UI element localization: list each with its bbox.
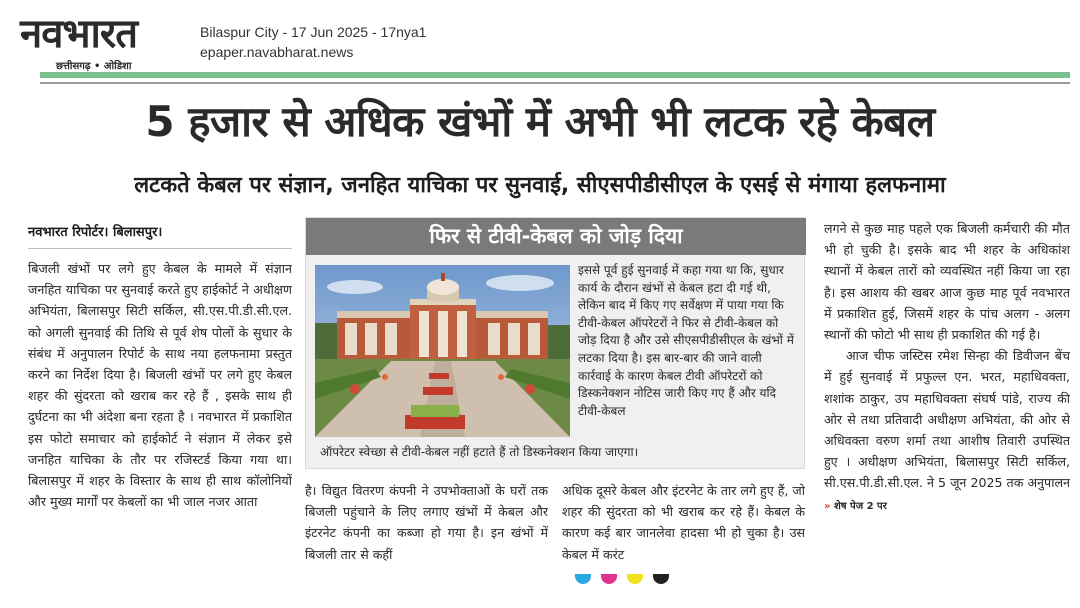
site-url[interactable]: epaper.navabharat.news bbox=[200, 44, 354, 60]
logo-text: नवभारत bbox=[20, 11, 138, 57]
edition-line: Bilaspur City - 17 Jun 2025 - 17nya1 bbox=[200, 24, 427, 40]
column-3-text: अधिक दूसरे केबल और इंटरनेट के तार लगे हुए हैं, जो शहर की सुंदरता को भी खराब कर रहे हैं। केबल के कारण कई बार जानलेवा हादसा भी हो चुका है। उस केबल में करंट bbox=[562, 483, 805, 562]
masthead bbox=[0, 0, 1080, 78]
sidebar-box-last-line: ऑपरेटर स्वेच्छा से टीवी-केबल नहीं हटाते हैं तो डिस्कनेक्शन किया जाएगा। bbox=[320, 445, 639, 459]
article-column-4 bbox=[824, 218, 1070, 590]
article-column-1 bbox=[28, 258, 292, 590]
byline: नवभारत रिपोर्टर। बिलासपुर। bbox=[28, 225, 163, 240]
article-column-2 bbox=[305, 480, 548, 590]
column-2-text: है। विद्युत वितरण कंपनी ने उपभोक्ताओं के घरों तक बिजली पहुंचाने के लिए लगाए खंभों में केबल और इंटरनेट कंपनी का कब्जा हो गया है। इन खंभों में बिजली तार से कहीं bbox=[305, 483, 548, 562]
continued-label: शेष पेज 2 पर bbox=[833, 500, 887, 512]
sidebar-box-text: इससे पूर्व हुई सुनवाई में कहा गया था कि, सुधार कार्य के दौरान खंभों से केबल हटा दी गई थी, लेकिन बाद में किए गए सर्वेक्षण में पाया गया कि टीवी-केबल ऑपरेटरों ने फिर से टीवी-केबल को जोड़ दिया है और उसे सीएसपीडीसीएल के खंभों में लटका दिया है। इस बार-बार की जाने वाली कार्रवाई के कारण केबल टीवी ऑपरेटरों को डिस्कनेक्शन नोटिस जारी किए गए हैं और यदि टीवी-केबल bbox=[578, 263, 794, 418]
continued-on-page-link[interactable] bbox=[824, 501, 887, 512]
high-court-photo[interactable] bbox=[315, 265, 570, 437]
continued-arrow-icon: » bbox=[824, 500, 831, 512]
article-headline: 5 हजार से अधिक खंभों में अभी भी लटक रहे केबल bbox=[145, 97, 935, 146]
masthead-grey-rule bbox=[40, 82, 1070, 84]
sidebar-box-title: फिर से टीवी-केबल को जोड़ दिया bbox=[306, 218, 806, 255]
newspaper-logo[interactable] bbox=[20, 12, 188, 74]
byline-divider bbox=[28, 248, 292, 249]
article-subheadline: लटकते केबल पर संज्ञान, जनहित याचिका पर सुनवाई, सीएसपीडीसीएल के एसई से मंगाया हलफनामा bbox=[134, 173, 946, 198]
masthead-green-rule bbox=[40, 72, 1070, 78]
article-column-3 bbox=[562, 480, 805, 590]
column-4-paragraph-2-text: आज चीफ जस्टिस रमेश सिन्हा की डिवीजन बेंच में हुई सुनवाई में प्रफुल्ल एन. भरत, महाधिवक्ता, शशांक ठाकुर, उप महाधिवक्ता संघर्ष पांडे, राज्य की ओर से तथा प्रतिवादी अधीक्षण अभियंता, की ओर से अधिवक्ता वरुण शर्मा तथा आशीष तिवारी उपस्थित हुए । अधीक्षण अभियंता, बिलासपुर सिटी सर्किल, सी.एस.पी.डी.सी.एल. ने 5 जून 2025 तक अनुपालन bbox=[824, 348, 1070, 491]
logo-subtitle: छत्तीसगढ़ • ओडिशा bbox=[56, 61, 132, 72]
column-4-paragraph-1: लगने से कुछ माह पहले एक बिजली कर्मचारी की मौत भी हो चुकी है। इसके बाद भी शहर के अधिकांश स्थानों में केबल तारों को व्यवस्थित नहीं किया जा रहा है। इस आशय की खबर आज कुछ माह पूर्व नवभारत में प्रकाशित हुई, जिसमें शहर के पांच अलग - अलग स्थानों की फोटो भी साथ ही प्रकाशित की गई है। bbox=[824, 221, 1070, 343]
high-court-building-image bbox=[315, 265, 570, 437]
column-4-paragraph-2 bbox=[824, 345, 1070, 517]
sidebar-box bbox=[305, 217, 805, 469]
column-1-text: बिजली खंभों पर लगे हुए केबल के मामले में संज्ञान जनहित याचिका पर सुनवाई करते हुए हाईकोर्ट ने अधीक्षण अभियंता, बिलासपुर सिटी सर्किल, सी.एस.पी.डी.सी.एल. को अगली सुनवाई की तिथि से पूर्व शेष पोलों के सुधार के संबंध में अनुपालन रिपोर्ट के साथ नया हलफनामा प्रस्तुत करने का निर्देश दिया है। बिजली खंभों पर लगे हुए केबल शहर की सुंदरता को खराब कर रहे हैं , इसके साथ ही दुर्घटना का भी अंदेशा बना रहता है । नवभारत में प्रकाशित इस फोटो समाचार को हाईकोर्ट ने संज्ञान में लेकर इसे जनहित याचिका के तौर पर रजिस्टर्ड किया गया था। बिलासपुर में शहर के विस्तार के साथ ही साथ कॉलोनियों और मुख्य मार्गों पर केबलों का भी जाल नजर आता bbox=[28, 261, 292, 510]
